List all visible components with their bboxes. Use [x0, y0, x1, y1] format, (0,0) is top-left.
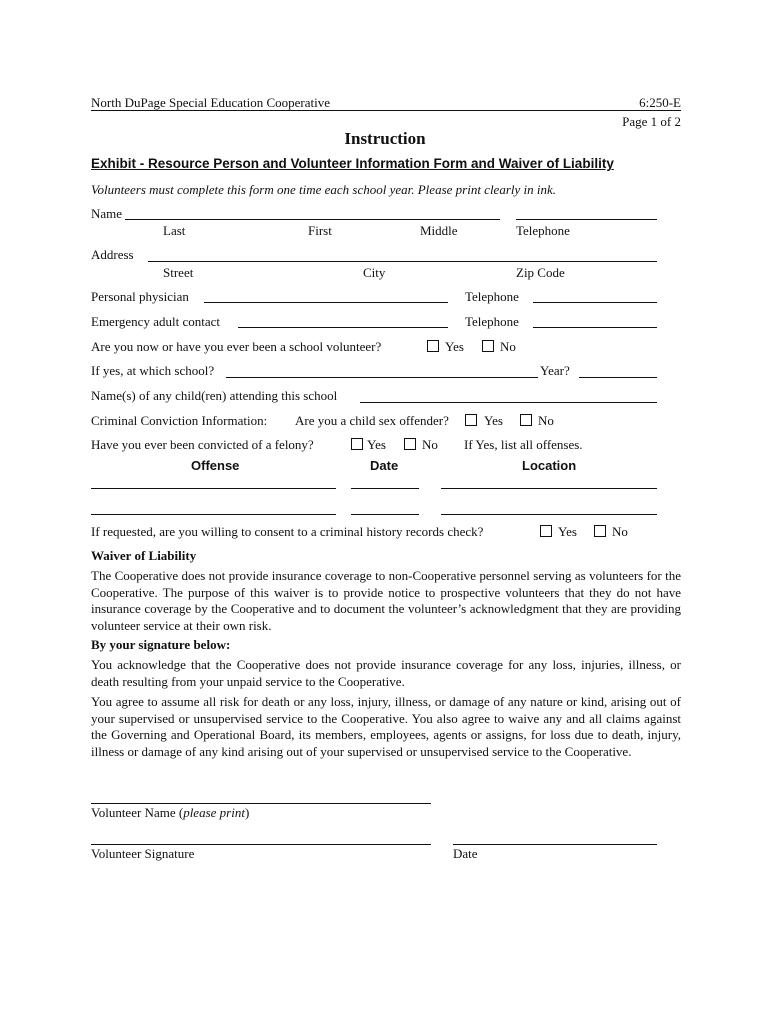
name-label: Name	[91, 206, 123, 221]
address-label: Address	[91, 247, 134, 262]
children-field[interactable]	[360, 402, 657, 403]
year-field[interactable]	[579, 377, 657, 378]
felony-note: If Yes, list all offenses.	[464, 437, 583, 452]
date-signed-field[interactable]	[453, 844, 657, 845]
felony-question: Have you ever been convicted of a felony?	[91, 437, 314, 452]
year-label: Year?	[540, 363, 570, 378]
volunteer-no-checkbox[interactable]	[482, 340, 494, 352]
offense-header: Offense	[191, 458, 240, 473]
felony-yes-checkbox[interactable]	[351, 438, 363, 450]
volunteer-signature-label: Volunteer Signature	[91, 846, 195, 861]
waiver-paragraph: The Cooperative does not provide insurance coverage to non-Cooperative personnel serving as volunteers for the Cooperative. The purpose of this waiver is to provide notice to prospective volunteers that they do not have insurance coverage by the Cooperative and to document the volunteer’s acknowledgment that they are providing volunteer service at their own risk.	[91, 568, 681, 633]
waiver-heading: Waiver of Liability	[91, 548, 197, 563]
middle-label: Middle	[420, 223, 458, 238]
emergency-telephone-label: Telephone	[465, 314, 519, 329]
records-no-checkbox[interactable]	[594, 525, 606, 537]
last-label: Last	[163, 223, 186, 238]
acknowledge-paragraph: You acknowledge that the Cooperative does not provide insurance coverage for any loss, injuries, illness, or death resulting from your unpaid service to the Cooperative.	[91, 657, 681, 689]
children-label: Name(s) of any child(ren) attending this school	[91, 388, 338, 403]
felony-no-checkbox[interactable]	[404, 438, 416, 450]
offense-field-2[interactable]	[91, 514, 336, 515]
felony-yes-label: Yes	[367, 437, 386, 452]
section-title: Instruction	[344, 129, 426, 148]
date-header: Date	[370, 458, 399, 473]
records-check-question: If requested, are you willing to consent to a criminal history records check?	[91, 524, 484, 539]
physician-telephone-label: Telephone	[465, 289, 519, 304]
volunteer-yes-checkbox[interactable]	[427, 340, 439, 352]
volunteer-question: Are you now or have you ever been a school volunteer?	[91, 339, 382, 354]
name-telephone-field[interactable]	[516, 219, 657, 220]
sex-offender-yes-checkbox[interactable]	[465, 414, 477, 426]
policy-code: 6:250-E	[639, 95, 681, 110]
emergency-label: Emergency adult contact	[91, 314, 220, 329]
offense-field-1[interactable]	[91, 488, 336, 489]
location-header: Location	[522, 458, 577, 473]
criminal-label: Criminal Conviction Information:	[91, 413, 268, 428]
volunteer-name-field[interactable]	[91, 803, 431, 804]
address-field[interactable]	[148, 261, 657, 262]
volunteer-yes-label: Yes	[445, 339, 464, 354]
sex-offender-no-checkbox[interactable]	[520, 414, 532, 426]
sex-offender-yes-label: Yes	[484, 413, 503, 428]
volunteer-name-label: Volunteer Name (please print)	[91, 805, 250, 820]
location-field-2[interactable]	[441, 514, 657, 515]
intro-text: Volunteers must complete this form one time each school year. Please print clearly in ink.	[91, 182, 557, 197]
physician-field[interactable]	[204, 302, 448, 303]
felony-no-label: No	[422, 437, 438, 452]
signature-heading: By your signature below:	[91, 637, 231, 652]
records-no-label: No	[612, 524, 628, 539]
emergency-field[interactable]	[238, 327, 448, 328]
date-signed-label: Date	[453, 846, 478, 861]
page-number: Page 1 of 2	[622, 114, 681, 129]
date-field-2[interactable]	[351, 514, 419, 515]
which-school-field[interactable]	[226, 377, 538, 378]
first-label: First	[308, 223, 332, 238]
date-field-1[interactable]	[351, 488, 419, 489]
exhibit-title: Exhibit - Resource Person and Volunteer Information Form and Waiver of Liability	[91, 156, 614, 171]
org-name: North DuPage Special Education Cooperative	[91, 95, 330, 110]
records-yes-label: Yes	[558, 524, 577, 539]
name-field[interactable]	[125, 219, 500, 220]
which-school-label: If yes, at which school?	[91, 363, 215, 378]
physician-label: Personal physician	[91, 289, 189, 304]
emergency-telephone-field[interactable]	[533, 327, 657, 328]
please-print-hint: please print	[183, 805, 245, 820]
telephone-label: Telephone	[516, 223, 570, 238]
header-rule	[91, 110, 681, 111]
agree-paragraph: You agree to assume all risk for death or any loss, injury, illness, or damage of any nature or kind, arising out of your supervised or unsupervised service to the Cooperative. You also agree to waive any and all claims against the Governing and Operational Board, its members, employees, agents or assigns, for loss due to death, injury, illness or damage of any kind arising out of your supervised or unsupervised service to the Cooperative.	[91, 694, 681, 759]
city-label: City	[363, 265, 386, 280]
location-field-1[interactable]	[441, 488, 657, 489]
sex-offender-no-label: No	[538, 413, 554, 428]
sex-offender-question: Are you a child sex offender?	[295, 413, 449, 428]
zip-label: Zip Code	[516, 265, 565, 280]
records-yes-checkbox[interactable]	[540, 525, 552, 537]
volunteer-signature-field[interactable]	[91, 844, 431, 845]
volunteer-no-label: No	[500, 339, 516, 354]
physician-telephone-field[interactable]	[533, 302, 657, 303]
street-label: Street	[163, 265, 194, 280]
